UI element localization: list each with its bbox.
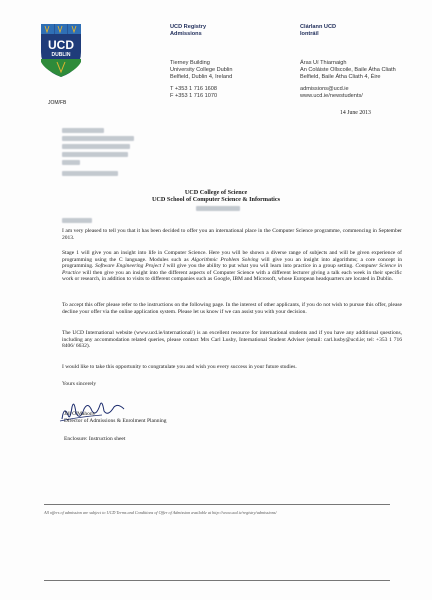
module-algorithmic-problem-solving: Algorithmic Problem Solving [191,256,259,263]
crest-subtext: DUBLIN [51,52,71,58]
address-line: An Coláiste Ollscoile, Baile Átha Cliath [300,67,396,73]
paragraph-international: The UCD International website (www.ucd.ie/international/) is an excellent resource for international students and if you have any additional questions, including any accommodation related queries, please contact Mrs Carl Lusby, International Student Adviser (email: carl.lusby@ucd.ie; tel: +353 1 716 8406/ 6632). [62,330,402,350]
email-link[interactable]: admissions@ucd.ie [300,86,349,92]
ucd-crest-logo [39,22,83,78]
registry-title: UCD Registry [170,24,207,30]
header-irish [300,24,425,38]
address-line: University College Dublin [170,67,233,73]
paragraph-stage1: Stage 1 will give you an insight into life in Computer Science. Here you will be shown a diverse range of subjects and will be given experience of programming using the C language. Modules such as Algorithmic Problem Solving will give you an insight into algorithms; a core concept in programming. Software Engineering Project I will give you the ability to put what you will learn into practice in a group setting. Computer Science in Practice will then give you an insight into the different aspects of Computer Science with a different lecturer giving a talk each week in their specific work or research, in addition to visits to different companies such as Google, IBM and Microsoft, whose European headquarters are located in Dublin. [62,250,402,283]
admissions-subtitle: Admissions [170,31,202,37]
website-link[interactable]: www.ucd.ie/newstudents/ [300,93,363,99]
address-line: Belfield, Baile Átha Cliath 4, Éire [300,74,381,80]
redacted-salutation [62,218,92,223]
registry-title-irish: Clárlann UCD [300,24,337,30]
school-title: UCD School of Computer Science & Informatics [151,196,281,203]
header-english [170,24,290,38]
address-line: Belfield, Dublin 4, Ireland [170,74,233,80]
signatory-name: Jill O'Mahony [64,411,96,417]
module-cs-in-practice: Computer Science in Practice [62,263,402,276]
address-line: Tierney Building [170,60,210,66]
phone-number: T +353 1 716 1608 [170,86,218,92]
crest-text: UCD [48,38,74,52]
address-line: Áras Uí Thiarnaigh [300,60,347,66]
footer-bottom-divider [44,580,390,581]
paragraph-accept: To accept this offer please refer to the instructions on the following page. In the interest of other applicants, if you do not wish to pursue this offer, please decline your offer via the online application system. Please let us know if we can assist you with your decision. [62,302,402,315]
footer-divider [44,504,390,505]
closing-text: Yours sincerely [62,381,97,387]
enclosure-note: Enclosure: Instruction sheet [64,436,126,442]
college-title: UCD College of Science [184,189,248,196]
address-english [170,60,290,100]
paragraph-congratulations: I would like to take this opportunity to congratulate you and wish you every success in your future studies. [62,364,297,370]
redacted-student-number [196,206,240,211]
fax-number: F +353 1 716 1070 [170,93,218,99]
module-software-engineering-project: Software Engineering Project I [95,263,165,270]
letter-date: 14 June 2013 [340,110,371,116]
footer-terms: All offers of admission are subject to UCD Terms and Conditions of Offer of Admission available at http://www.ucd.ie/registry/admissions/ [44,510,277,515]
admissions-subtitle-irish: Iontráil [300,31,319,37]
signatory-role: Director of Admissions & Enrolment Planning [64,417,167,424]
reference-code: JOM/FB [48,100,67,106]
address-irish [300,60,425,100]
signatory-block [64,411,167,425]
paragraph-offer: I am very pleased to tell you that it has been decided to offer you an international place in the Computer Science programme, commencing in September 2013. [62,228,402,241]
